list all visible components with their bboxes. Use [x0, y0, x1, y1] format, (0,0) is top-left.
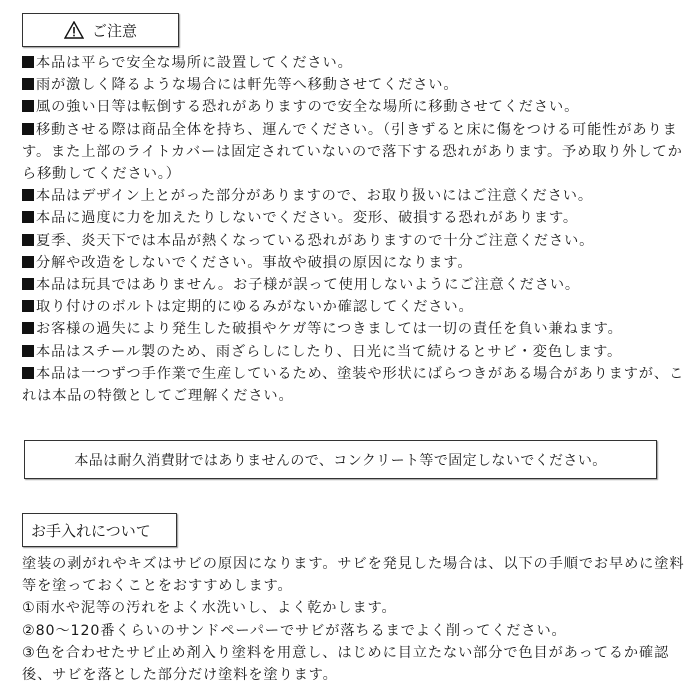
bullet-square-icon [22, 367, 34, 379]
bullet-square-icon [22, 345, 34, 357]
care-step: ①雨水や泥等の汚れをよく水洗いし、よく乾かします。 [22, 600, 397, 617]
caution-item: 雨が激しく降るような場合には軒先等へ移動させてください。 [22, 74, 687, 96]
bullet-square-icon [22, 234, 34, 246]
caution-item: 本品は平らで安全な場所に設置してください。 [22, 52, 687, 74]
care-heading [22, 513, 177, 547]
caution-list [22, 52, 687, 407]
care-instructions [22, 553, 687, 686]
care-intro: 塗装の剥がれやキズはサビの原因になります。サビを発見した場合は、以下の手順でお早めに塗料等を塗っておくことをおすすめします。 [22, 556, 685, 595]
caution-item: 本品は玩具ではありません。お子様が誤って使用しないようにご注意ください。 [22, 274, 687, 296]
care-title: お手入れについて [31, 521, 151, 540]
bullet-square-icon [22, 300, 34, 312]
bullet-square-icon [22, 56, 34, 68]
bullet-square-icon [22, 189, 34, 201]
bullet-square-icon [22, 256, 34, 268]
caution-item: 本品は一つずつ手作業で生産しているため、塗装や形状にばらつきがある場合がありますが、これは本品の特徴としてご理解ください。 [22, 365, 685, 405]
caution-item: 本品はデザイン上とがった部分がありますので、お取り扱いにはご注意ください。 [22, 185, 687, 207]
bullet-square-icon [22, 211, 34, 223]
caution-item: 本品はスチール製のため、雨ざらしにしたり、日光に当て続けるとサビ・変色します。 [22, 341, 687, 363]
warning-triangle-icon [64, 21, 84, 39]
caution-title: ご注意 [91, 21, 137, 40]
caution-item: 夏季、炎天下では本品が熱くなっている恐れがありますので十分ご注意ください。 [22, 230, 687, 252]
notice-box [24, 440, 657, 479]
caution-item: 移動させる際は商品全体を持ち、運んでください。（引きずると床に傷をつける可能性があります。また上部のライトカバーは固定されていないので落下する恐れがあります。予め取り外してから移動してください。） [22, 121, 683, 183]
bullet-square-icon [22, 278, 34, 290]
care-step: ②80〜120番くらいのサンドペーパーでサビが落ちるまでよく削ってください。 [22, 622, 567, 639]
caution-item: 分解や改造をしないでください。事故や破損の原因になります。 [22, 252, 687, 274]
bullet-square-icon [22, 100, 34, 112]
bullet-square-icon [22, 322, 34, 334]
care-step: ③色を合わせたサビ止め剤入り塗料を用意し、はじめに目立たない部分で色目があってるか確認後、サビを落とした部分だけ塗料を塗ります。 [22, 644, 670, 684]
bullet-square-icon [22, 123, 34, 135]
bullet-square-icon [22, 78, 34, 90]
caution-item: 本品に過度に力を加えたりしないでください。変形、破損する恐れがあります。 [22, 207, 687, 229]
notice-text: 本品は耐久消費財ではありませんので、コンクリート等で固定しないでください。 [74, 452, 607, 469]
caution-heading [22, 13, 179, 47]
caution-item: 取り付けのボルトは定期的にゆるみがないか確認してください。 [22, 296, 687, 318]
caution-item: お客様の過失により発生した破損やケガ等につきましては一切の責任を負い兼ねます。 [22, 318, 687, 340]
caution-item: 風の強い日等は転倒する恐れがありますので安全な場所に移動させてください。 [22, 96, 687, 118]
